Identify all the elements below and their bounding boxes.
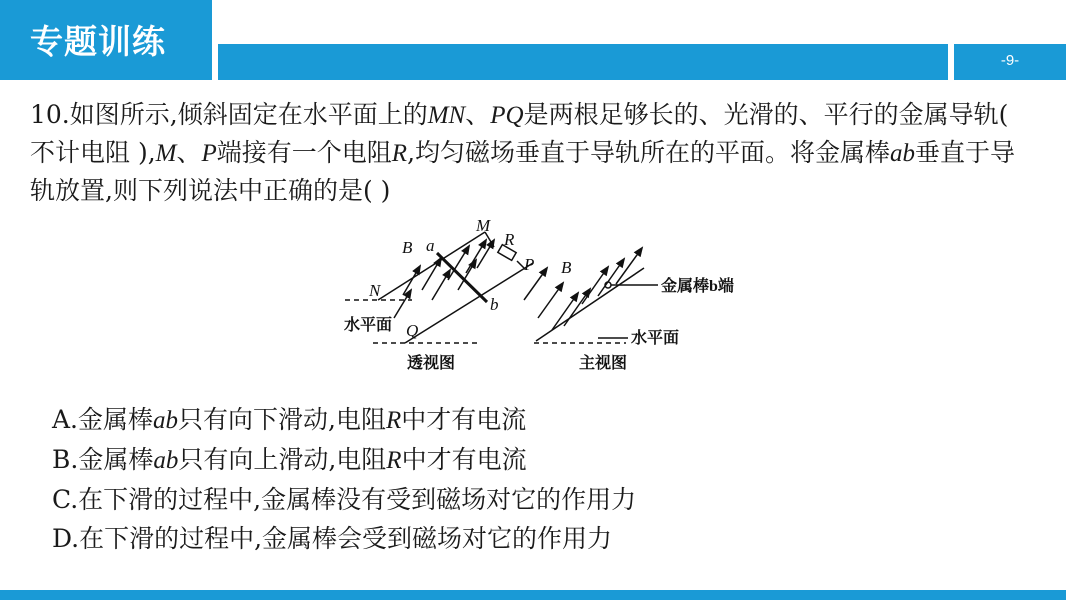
- label-m: M: [476, 216, 491, 235]
- answer-options: [52, 400, 636, 558]
- var-ab: ab: [890, 140, 916, 167]
- option-a-text: 只有向下滑动,电阻: [178, 405, 386, 434]
- label-plane-left: 水平面: [344, 317, 393, 334]
- label-p: P: [524, 255, 535, 274]
- question-part: 端接有一个电阻: [216, 138, 392, 167]
- var-m: M: [155, 140, 177, 167]
- page-number-block: [954, 44, 1066, 80]
- option-c[interactable]: C.在下滑的过程中,金属棒没有受到磁场对它的作用力: [52, 485, 637, 514]
- perspective-view: [345, 232, 533, 343]
- question-number: 10.: [30, 100, 70, 129]
- var-r: R: [391, 140, 408, 167]
- question-part: 垂直于导轨放置,则下列说法中正确的是( ): [30, 138, 1016, 205]
- label-plane-right: 水平面: [631, 330, 680, 347]
- label-b-field: B: [402, 238, 413, 257]
- var-r: R: [385, 407, 402, 434]
- var-r: R: [386, 447, 402, 474]
- question-part: 如图所示,倾斜固定在水平面上的: [69, 100, 428, 129]
- caption-perspective: 透视图: [407, 355, 456, 372]
- var-pq: PQ: [490, 102, 524, 129]
- option-b-text: B.金属棒: [52, 445, 154, 474]
- var-p: P: [201, 140, 217, 167]
- front-view: [524, 248, 658, 343]
- label-a: a: [426, 236, 435, 255]
- header-title-block: [0, 0, 212, 80]
- question-part: 是两根足够长的、光滑的、平行的金属导轨( 不计电阻 ),: [30, 100, 1009, 167]
- label-b-field-right: B: [561, 258, 572, 277]
- question-text: [30, 96, 1040, 209]
- option-b-text: 中才有电流: [401, 445, 527, 474]
- var-ab: ab: [153, 447, 179, 474]
- header-bar: [218, 44, 948, 80]
- option-b[interactable]: [52, 440, 636, 480]
- label-b-end: b: [490, 295, 499, 314]
- caption-front: 主视图: [579, 355, 628, 372]
- question-part: 、: [176, 138, 202, 167]
- question-part: ,均匀磁场垂直于导轨所在的平面。将金属棒: [407, 138, 891, 167]
- option-a-text: A.金属棒: [52, 405, 154, 434]
- var-mn: MN: [427, 102, 466, 129]
- question-part: 、: [465, 100, 491, 129]
- option-a[interactable]: [52, 400, 636, 440]
- label-r: R: [504, 230, 515, 249]
- page-number: -9-: [1000, 52, 1020, 69]
- label-rod-end: 金属棒b端: [661, 278, 734, 295]
- option-d[interactable]: D.在下滑的过程中,金属棒会受到磁场对它的作用力: [52, 524, 613, 553]
- label-q: Q: [406, 321, 419, 340]
- label-n: N: [369, 281, 381, 300]
- header-title: 专题训练: [30, 22, 166, 61]
- var-ab: ab: [153, 407, 179, 434]
- bottom-bar: [0, 590, 1066, 600]
- option-a-text: 中才有电流: [401, 405, 527, 434]
- option-b-text: 只有向上滑动,电阻: [178, 445, 387, 474]
